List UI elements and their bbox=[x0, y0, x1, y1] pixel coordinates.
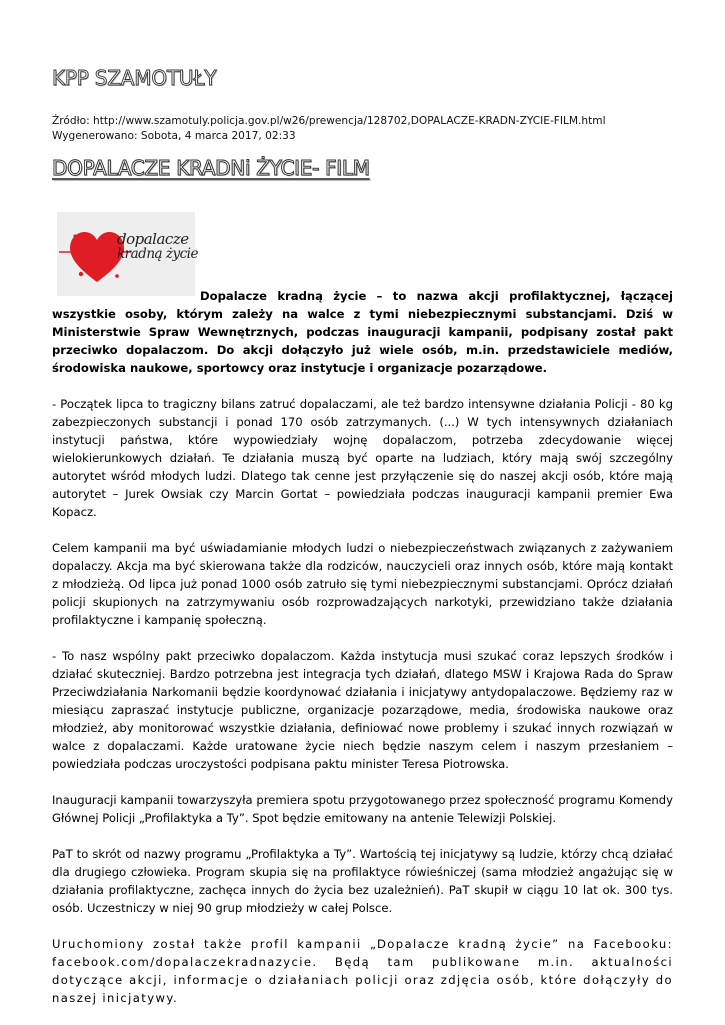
body-paragraph: - Początek lipca to tragiczny bilans zatruć dopalaczami, ale też bardzo intensywne działania Policji - 80 kg zabezpieczonych substancji i ponad 170 osób zatrzymanych. (...) W tych intensywnych działaniach instytucji państwa, które wypowiedziały wojnę dopalaczom, potrzeba zdecydowanie więcej wielokierunkowych działań. Te działania muszą być oparte na ludziach, który mają swój szczególny autorytet wśród młodych ludzi. Dlatego tak cenne jest przyłączenie się do naszej akcji osób, które mają autorytet – Jurek Owsiak czy Marcin Gortat – powiedziała podczas inauguracji kampanii premier Ewa Kopacz. bbox=[52, 397, 673, 519]
logo-line-1: dopalacze bbox=[117, 230, 189, 248]
lead-paragraph: Dopalacze kradną życie – to nazwa akcji profilaktycznej, łączącej wszystkie osoby, którym zależy na walce z tymi niebezpiecznymi substancjami. Dziś w Ministerstwie Spraw Wewnętrznych, podczas inauguracji kampanii, podpisany został pakt przeciwko dopalaczom. Do akcji dołączyło już wiele osób, m.in. przedstawiciele mediów, środowiska naukowe, sportowcy oraz instytucje i organizacje pozarządowe. bbox=[52, 289, 673, 375]
body-paragraph: PaT to skrót od nazwy programu „Profilaktyka a Ty”. Wartością tej inicjatywy są ludzie, którzy chcą działać dla drugiego człowieka. Program skupia się na profilaktyce rówieśniczej (sama młodzież angażując się w działania profilaktyczne, zachęca innych do życia bez uzależnień). PaT skupił w ciągu 10 lat ok. 300 tys. osób. Uczestniczy w niej 90 grup młodzieży w całej Polsce. bbox=[52, 847, 673, 915]
body-paragraph: Celem kampanii ma być uświadamianie młodych ludzi o niebezpieczeństwach związanych z zażywaniem dopalaczy. Akcja ma być skierowana także dla rodziców, nauczycieli oraz innych osób, które mają kontakt z młodzieżą. Od lipca już ponad 1000 osób zatruło się tymi niebezpiecznymi substancjami. Oprócz działań policji skupionych na zatrzymywaniu osób rozprowadzających narkotyki, przewidziano także działania profilaktyczne i kampanię społeczną. bbox=[52, 541, 673, 627]
article-title: DOPALACZE KRADNi ŻYCIE- FILM bbox=[52, 156, 370, 180]
site-title: KPP SZAMOTUŁY bbox=[52, 66, 217, 90]
document-meta bbox=[52, 114, 606, 144]
campaign-logo bbox=[57, 212, 198, 296]
logo-line-2: kradną życie bbox=[117, 246, 198, 262]
generated-line: Wygenerowano: Sobota, 4 marca 2017, 02:33 bbox=[52, 130, 296, 142]
body-paragraph: Inauguracji kampanii towarzyszyła premiera spotu przygotowanego przez społeczność programu Komendy Głównej Policji „Profilaktyka a Ty”. Spot będzie emitowany na antenie Telewizji Polskiej. bbox=[52, 793, 673, 825]
source-line: Źródło: http://www.szamotuly.policja.gov.pl/w26/prewencja/128702,DOPALACZE-KRADN-ZYCIE-FILM.html bbox=[52, 115, 606, 127]
body-paragraph: - To nasz wspólny pakt przeciwko dopalaczom. Każda instytucja musi szukać coraz lepszych środków i działać skuteczniej. Bardzo potrzebna jest integracja tych działań, dlatego MSW i Krajowa Rada do Spraw Przeciwdziałania Narkomanii będzie koordynować działania i inicjatywy antydopalaczowe. Będziemy raz w miesiącu zapraszać instytucje publiczne, organizacje pozarządowe, media, środowiska naukowe oraz młodzież, aby monitorować wszystkie działania, definiować nowe problemy i szukać innych rozwiązań w walce z dopalaczami. Każde uratowane życie niech będzie naszym celem i naszym przesłaniem – powiedziała podczas uroczystości podpisana paktu minister Teresa Piotrowska. bbox=[52, 649, 673, 771]
article-body bbox=[52, 287, 673, 1025]
body-paragraph: Uruchomiony został także profil kampanii „Dopalacze kradną życie” na Facebooku: facebook.com/dopalaczekradnazycie. Będą tam publikowane m.in. aktualności dotyczące akcji, informacje o działaniach policji oraz zdjęcia osób, które dołączyły do naszej inicjatywy. bbox=[52, 937, 673, 1005]
